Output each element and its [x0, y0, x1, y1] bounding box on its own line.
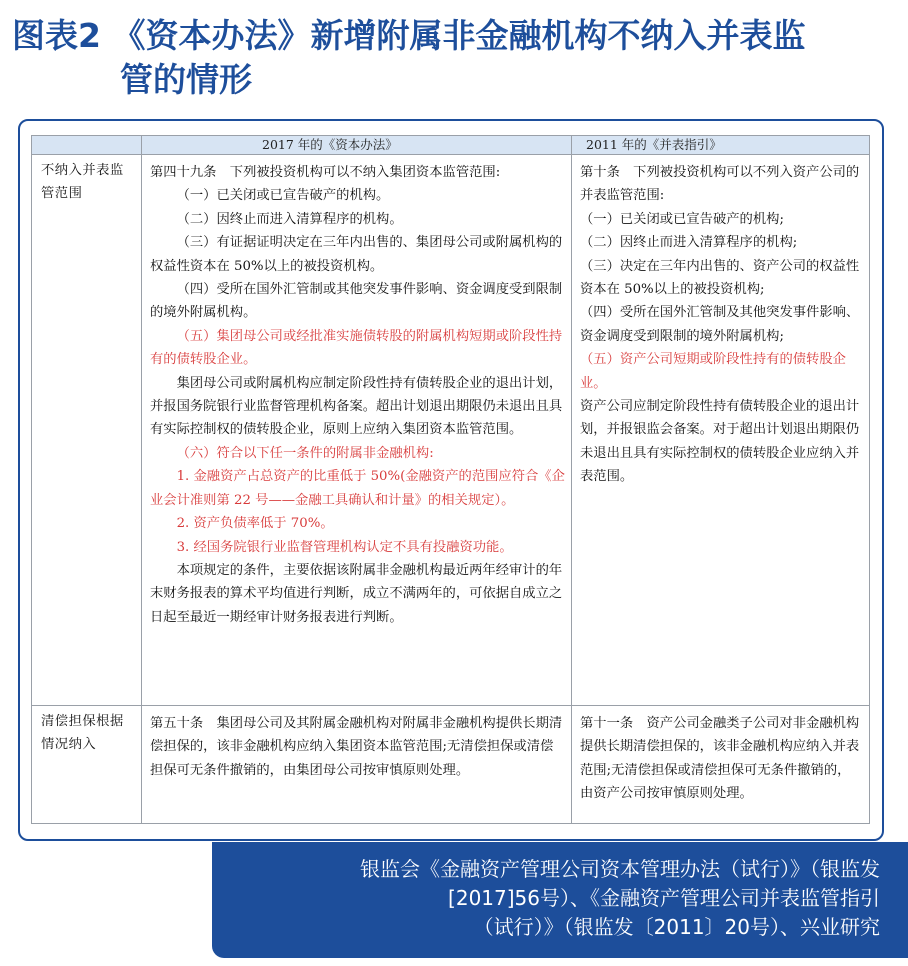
cell-2011	[572, 155, 870, 706]
source-box	[212, 842, 908, 958]
clause-paragraph: 集团母公司或附属机构应制定阶段性持有债转股企业的退出计划，并报国务院银行业监督管理机构备案。超出计划退出期限仍未退出且具有实际控制权的债转股企业，原则上应纳入集团资本监管范围。	[150, 375, 563, 438]
clause-paragraph: 1. 金融资产占总资产的比重低于 50%(金融资产的范围应符合《企业会计准则第 22 号——金融工具确认和计量》的相关规定）。	[150, 469, 565, 508]
clause-paragraph: （五）资产公司短期或阶段性持有的债转股企业。	[580, 352, 846, 391]
source-line-2: [2017]56号）、《金融资产管理公司并表监管指引	[448, 886, 880, 910]
clause-paragraph: （五）集团母公司或经批准实施债转股的附属机构短期或阶段性持有的债转股企业。	[150, 328, 563, 368]
clause-paragraph: 3. 经国务院银行业监督管理机构认定不具有投融资功能。	[176, 539, 513, 555]
clause-paragraph: 2. 资产负债率低于 70%。	[176, 516, 334, 532]
row-label: 清偿担保根据情况纳入	[32, 706, 142, 824]
clause-paragraph: （三）决定在三年内出售的、资产公司的权益性资本在 50%以上的被投资机构;	[580, 258, 860, 298]
row-label: 不纳入并表监管范围	[32, 155, 142, 706]
cell-2017	[142, 706, 572, 824]
clause-paragraph: （一）已关闭或已宣告破产的机构。	[176, 188, 390, 204]
title-line-1: 图表2 《资本办法》新增附属非金融机构不纳入并表监	[12, 16, 806, 55]
clause-paragraph: 本项规定的条件，主要依据该附属非金融机构最近两年经审计的年末财务报表的算术平均值进行判断，成立不满两年的，可依据自成立之日起至最近一期经审计财务报表进行判断。	[150, 562, 563, 625]
clause-paragraph: （三）有证据证明决定在三年内出售的、集团母公司或附属机构的权益性资本在 50%以上的被投资机构。	[150, 235, 563, 274]
header-2011: 2011 年的《并表指引》	[572, 136, 870, 155]
header-2017: 2017 年的《资本办法》	[142, 136, 572, 155]
source-line-1: 银监会《金融资产管理公司资本管理办法（试行）》（银监发	[360, 857, 880, 881]
clause-paragraph: （一）已关闭或已宣告破产的机构;	[580, 211, 784, 227]
cell-2011	[572, 706, 870, 824]
clause-paragraph: （六）符合以下任一条件的附属非金融机构:	[176, 445, 434, 461]
table-row	[32, 155, 870, 706]
clause-paragraph: 第四十九条 下列被投资机构可以不纳入集团资本监管范围:	[150, 165, 501, 180]
clause-paragraph: （二）因终止而进入清算程序的机构。	[176, 211, 403, 227]
clause-paragraph: （四）受所在国外汇管制及其他突发事件影响、资金调度受到限制的境外附属机构;	[580, 305, 860, 344]
table-row	[32, 706, 870, 824]
clause-paragraph: 第十一条 资产公司金融类子公司对非金融机构提供长期清偿担保的，该非金融机构应纳入并表范围;无清偿担保或清偿担保可无条件撤销的，由资产公司按审慎原则处理。	[580, 716, 860, 802]
cell-2017	[142, 155, 572, 706]
table-header-row	[32, 136, 870, 155]
title-line-2: 管的情形	[120, 60, 252, 99]
clause-paragraph: 第五十条 集团母公司及其附属金融机构对附属非金融机构提供长期清偿担保的，该非金融机构应纳入集团资本监管范围;无清偿担保或清偿担保可无条件撤销的，由集团母公司按审慎原则处理。	[150, 716, 563, 778]
header-corner	[32, 136, 142, 155]
clause-paragraph: 第十条 下列被投资机构可以不列入资产公司的并表监管范围:	[580, 165, 860, 204]
clause-paragraph: （二）因终止而进入清算程序的机构;	[580, 235, 798, 251]
clause-paragraph: 资产公司应制定阶段性持有债转股企业的退出计划，并报银监会备案。对于超出计划退出期限仍未退出且具有实际控制权的债转股企业应纳入并表范围。	[580, 399, 860, 485]
comparison-table	[31, 135, 870, 824]
figure-title	[12, 14, 902, 102]
source-line-3: （试行）》（银监发〔2011〕20号）、兴业研究	[473, 915, 880, 939]
clause-paragraph: （四）受所在国外汇管制或其他突发事件影响、资金调度受到限制的境外附属机构。	[150, 282, 563, 321]
